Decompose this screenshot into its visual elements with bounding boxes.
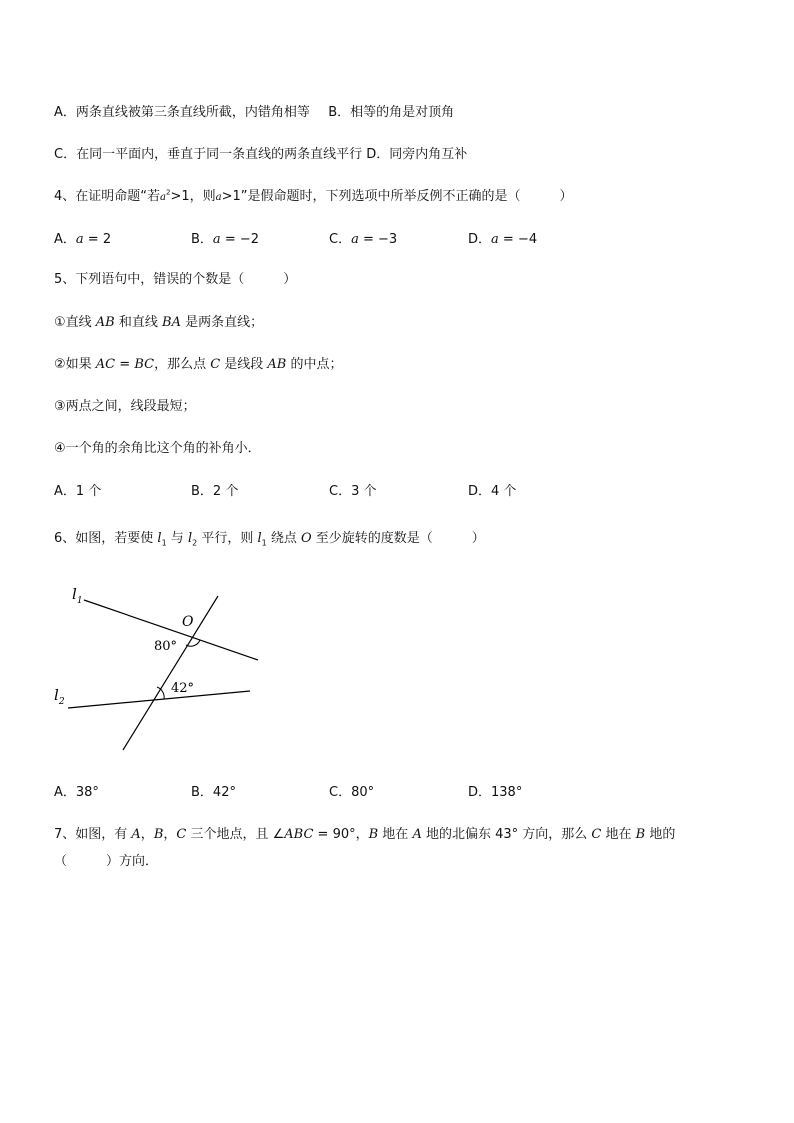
q6-figure: [40, 578, 280, 758]
q4-option-a: A．a = 2: [54, 232, 112, 247]
q5-option-c: C．3 个: [329, 484, 377, 499]
q3-option-c: C．在同一平面内，垂直于同一条直线的两条直线平行: [54, 147, 363, 162]
q4-option-b: B．a = −2: [191, 232, 260, 247]
label-angle-42: 42°: [171, 681, 195, 696]
q4-stem-text: 4、在证明命题“若: [54, 189, 161, 204]
q5-statement-2: ②如果 AC = BC，那么点 C 是线段 AB 的中点；: [54, 357, 343, 372]
q7-stem-line-1: 7、如图，有 A，B，C 三个地点，且 ∠ABC = 90°，B 地在 A 地的北偏东 43° 方向，那么 C 地在 B 地的: [54, 827, 676, 842]
q3-option-a: A．两条直线被第三条直线所截，内错角相等: [54, 105, 310, 120]
line-l2: [68, 691, 250, 708]
q4-stem: [54, 185, 573, 204]
q6-stem: 6、如图，若要使 $l_1$ 与 $l_2$ 平行，则 $l_1$ 绕点 O 至少旋转的度数是（ ）: [54, 531, 485, 548]
q4-option-c: C．a = −3: [329, 232, 398, 247]
q5-stem: 5、下列语句中，错误的个数是（ ）: [54, 272, 297, 287]
q4-exponent: 2: [165, 188, 171, 197]
label-l2: $l_2$: [54, 686, 65, 707]
q3-options-row-2: [54, 143, 467, 162]
q5-option-b: B．2 个: [191, 484, 239, 499]
q4-option-d: D．a = −4: [468, 232, 538, 247]
q5-statement-1: ①直线 AB 和直线 BA 是两条直线；: [54, 315, 264, 330]
q6-option-d: D．138°: [468, 785, 523, 800]
q5-statement-4: ④一个角的余角比这个角的补角小．: [54, 441, 261, 456]
q6-option-a: A．38°: [54, 785, 99, 800]
q4-stem-text: >1，则: [170, 189, 216, 204]
q4-var-a: a: [160, 192, 166, 203]
q4-stem-text: >1”是假命题时，下列选项中所举反例不正确的是（ ）: [221, 189, 573, 204]
q5-statement-3: ③两点之间，线段最短；: [54, 399, 196, 414]
label-point-o: O: [182, 614, 194, 630]
q3-option-d: D．同旁内角互补: [366, 147, 468, 162]
q3-option-b: B．相等的角是对顶角: [328, 105, 455, 120]
q5-option-d: D．4 个: [468, 484, 517, 499]
q4-var-a: a: [215, 192, 222, 203]
label-l1: $l_1$: [72, 585, 83, 606]
q7-stem-line-2: （ ）方向．: [54, 854, 159, 869]
q5-option-a: A．1 个: [54, 484, 102, 499]
q6-option-b: B．42°: [191, 785, 236, 800]
q6-option-c: C．80°: [329, 785, 375, 800]
label-angle-80: 80°: [154, 639, 178, 654]
q3-options-row-1: [54, 101, 454, 120]
transversal-line: [123, 596, 218, 750]
